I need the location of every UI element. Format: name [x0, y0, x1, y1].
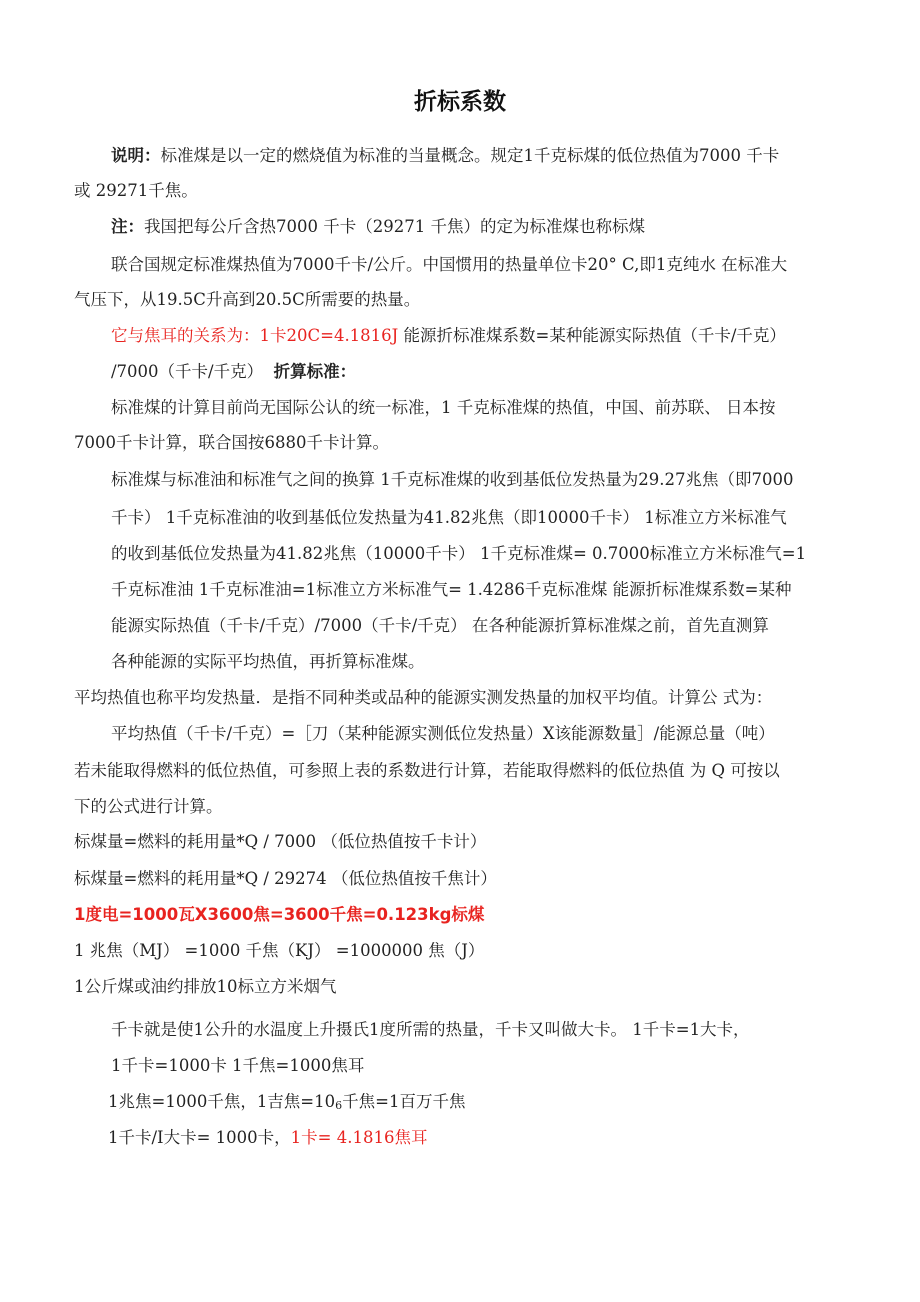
- line-un-standard-cont: 气压下，从19.5C升高到20.5C所需要的热量。: [74, 290, 421, 309]
- calorie-text: 1千卡/I大卡= 1000卡，: [108, 1128, 291, 1147]
- line-conversion-1: 标准煤与标准油和标准气之间的换算 1千克标准煤的收到基低位发热量为29.27兆焦（即7000: [111, 470, 794, 489]
- coefficient-formula-cont: /7000（千卡/千克）: [111, 362, 264, 381]
- line-megajoule: 1 兆焦（MJ） =1000 千焦（KJ） =1000000 焦（J）: [74, 941, 485, 960]
- line-average-heat: 平均热值也称平均发热量．是指不同种类或品种的能源实测发热量的加权平均值。计算公 式为：: [74, 688, 773, 707]
- line-description-cont: 或 29271千焦。: [74, 181, 198, 200]
- conversion-standard-label: 折算标准：: [273, 362, 357, 381]
- line-conversion-3: 的收到基低位发热量为41.82兆焦（10000千卡） 1千克标准煤= 0.7000标准立方米标准气=1: [111, 544, 807, 563]
- page-title: 折标系数: [414, 89, 506, 115]
- line-average-formula: 平均热值（千卡/千克）=［刀（某种能源实测低位发热量）X该能源数量］/能源总量（吨）: [111, 724, 775, 743]
- line-conversion-6: 各种能源的实际平均热值，再折算标准煤。: [111, 652, 425, 671]
- coefficient-formula: 能源折标准煤系数=某种能源实际热值（千卡/千克）: [398, 326, 786, 345]
- line-low-heat: 若未能取得燃料的低位热值，可参照上表的系数进行计算，若能取得燃料的低位热值 为 Q 可按以: [74, 761, 780, 780]
- line-formula-kcal: 标煤量=燃料的耗用量*Q / 7000 （低位热值按千卡计）: [74, 832, 487, 851]
- note-text: 我国把每公斤含热7000 千卡（29271 千焦）的定为标准煤也称标煤: [144, 217, 645, 236]
- line-note: [111, 215, 645, 239]
- energy-units-b: 千焦=1百万千焦: [342, 1092, 466, 1111]
- energy-units-exponent: 6: [335, 1099, 343, 1112]
- line-conversion-5: 能源实际热值（千卡/千克）/7000（千卡/千克） 在各种能源折算标准煤之前，首先直测算: [111, 616, 769, 635]
- note-label: 注：: [111, 217, 144, 236]
- line-energy-units: [108, 1090, 465, 1118]
- line-kcal-equivalents: 1千卡=1000卡 1千焦=1000焦耳: [111, 1056, 365, 1075]
- line-joule-relation: [111, 324, 786, 348]
- calorie-joule-red: 1卡= 4.1816焦耳: [290, 1128, 428, 1147]
- description-text: 标准煤是以一定的燃烧值为标准的当量概念。规定1千克标煤的低位热值为7000 千卡: [160, 146, 780, 165]
- line-formula-kj: 标煤量=燃料的耗用量*Q / 29274 （低位热值按千焦计）: [74, 869, 497, 888]
- line-conversion-2: 千卡） 1千克标准油的收到基低位发热量为41.82兆焦（即10000千卡） 1标准立方米标准气: [111, 508, 787, 527]
- line-calorie-joule: [108, 1126, 427, 1150]
- description-label: 说明：: [111, 146, 161, 165]
- line-flue-gas: 1公斤煤或油约排放10标立方米烟气: [74, 977, 337, 996]
- line-intl-standard-cont: 7000千卡计算，联合国按6880千卡计算。: [74, 433, 389, 452]
- line-conversion-4: 千克标准油 1千克标准油=1标准立方米标准气= 1.4286千克标准煤 能源折标准煤系数=某种: [111, 580, 792, 599]
- energy-units-a: 1兆焦=1000千焦，1吉焦=10: [108, 1092, 336, 1111]
- line-low-heat-cont: 下的公式进行计算。: [74, 797, 223, 816]
- line-kilocalorie-def: 千卡就是使1公升的水温度上升摄氏1度所需的热量，千卡又叫做大卡。 1千卡=1大卡，: [111, 1020, 750, 1039]
- line-electricity-conversion: 1度电=1000瓦X3600焦=3600千焦=0.123kg标煤: [74, 905, 485, 924]
- joule-relation-red: 它与焦耳的关系为：1卡20C=4.1816J: [111, 326, 399, 345]
- line-conversion-standard: [111, 360, 356, 384]
- line-un-standard: 联合国规定标准煤热值为7000千卡/公斤。中国惯用的热量单位卡20° C,即1克纯水 在标准大: [111, 255, 788, 274]
- line-intl-standard: 标准煤的计算目前尚无国际公认的统一标准，1 千克标准煤的热值，中国、前苏联、 日本按: [111, 398, 776, 417]
- line-description: [111, 144, 779, 168]
